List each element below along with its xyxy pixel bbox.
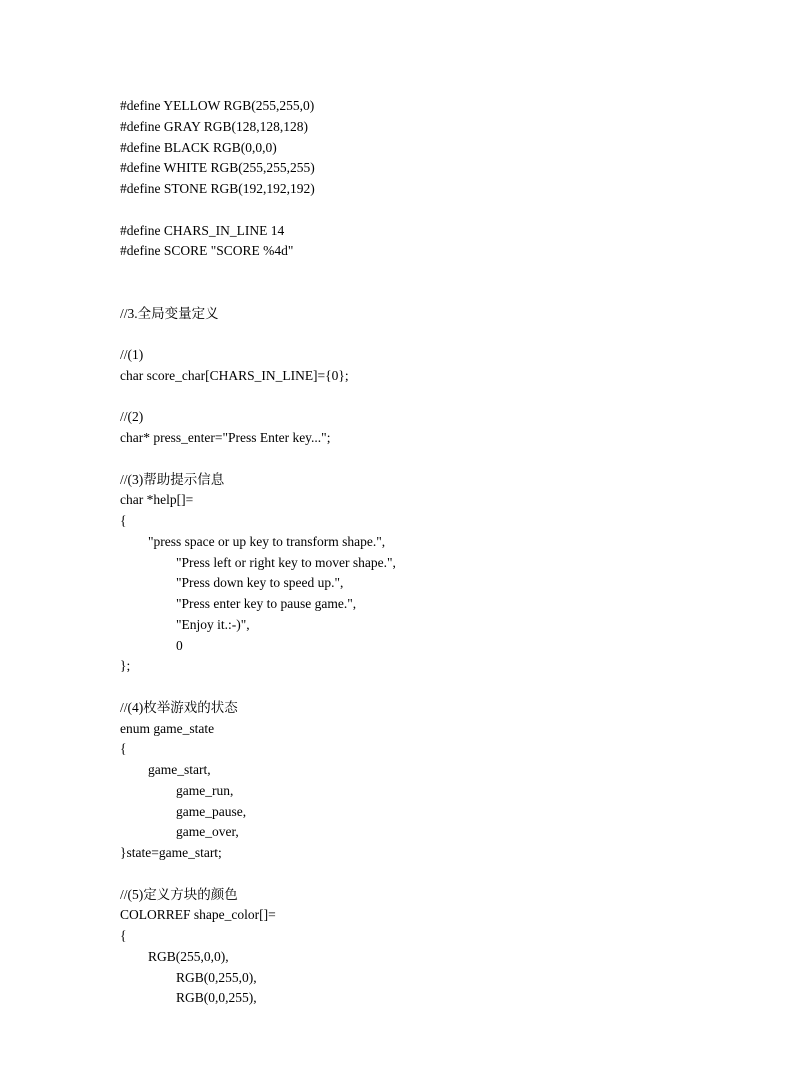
code-document — [0, 96, 792, 1009]
code-line-array-item: "Press enter key to pause game.", — [176, 596, 357, 611]
comment-line: //(5)定义方块的颜色 — [120, 886, 238, 902]
code-line-enum-item: game_run, — [176, 782, 234, 798]
code-line-array-item: RGB(255,0,0), — [148, 948, 229, 964]
code-line-array-item: "Enjoy it.:-)", — [176, 616, 250, 632]
code-line-brace: { — [120, 513, 127, 528]
code-line-define-stone: #define STONE RGB(192,192,192) — [120, 181, 315, 196]
code-line-array-item: "press space or up key to transform shape.", — [148, 533, 386, 549]
blank-line — [0, 324, 792, 345]
section-heading-global-vars: //3.全局变量定义 — [120, 305, 219, 321]
code-line-array-item: "Press down key to speed up.", — [176, 575, 344, 591]
code-line-array-item: RGB(0,255,0), — [176, 969, 257, 985]
code-line-enum-item: game_start, — [148, 762, 211, 777]
blank-lines — [0, 262, 792, 304]
blank-line — [0, 387, 792, 408]
code-line: COLORREF shape_color[]= — [120, 907, 276, 923]
code-line-brace: }; — [120, 658, 131, 674]
comment-line: //(1) — [120, 347, 144, 362]
blank-line — [0, 864, 792, 885]
code-line-brace: }state=game_start; — [120, 845, 222, 860]
comment-line: //(2) — [120, 409, 144, 425]
code-line-define-score: #define SCORE "SCORE %4d" — [120, 243, 294, 259]
blank-line — [0, 677, 792, 698]
code-line-array-item: "Press left or right key to mover shape.", — [176, 554, 396, 570]
code-line-define-chars-in-line: #define CHARS_IN_LINE 14 — [120, 222, 285, 238]
code-line-array-item: RGB(0,0,255), — [176, 990, 257, 1006]
code-line: char *help[]= — [120, 492, 194, 508]
code-line-enum-item: game_over, — [176, 824, 239, 840]
code-line-define-yellow: #define YELLOW RGB(255,255,0) — [120, 98, 315, 113]
code-line: char* press_enter="Press Enter key..."; — [120, 430, 331, 445]
code-line: enum game_state — [120, 720, 215, 736]
comment-line: //(4)枚举游戏的状态 — [120, 699, 238, 715]
blank-line — [0, 449, 792, 470]
code-line-define-gray: #define GRAY RGB(128,128,128) — [120, 118, 308, 134]
code-line-enum-item: game_pause, — [176, 803, 247, 819]
code-line-array-item: 0 — [176, 637, 183, 653]
code-line: char score_char[CHARS_IN_LINE]={0}; — [120, 367, 349, 383]
code-line-define-white: #define WHITE RGB(255,255,255) — [120, 160, 315, 176]
code-line-define-black: #define BLACK RGB(0,0,0) — [120, 139, 277, 155]
blank-line — [0, 200, 792, 221]
code-line-brace: { — [120, 741, 127, 757]
code-line-brace: { — [120, 928, 127, 943]
comment-line: //(3)帮助提示信息 — [120, 471, 225, 487]
